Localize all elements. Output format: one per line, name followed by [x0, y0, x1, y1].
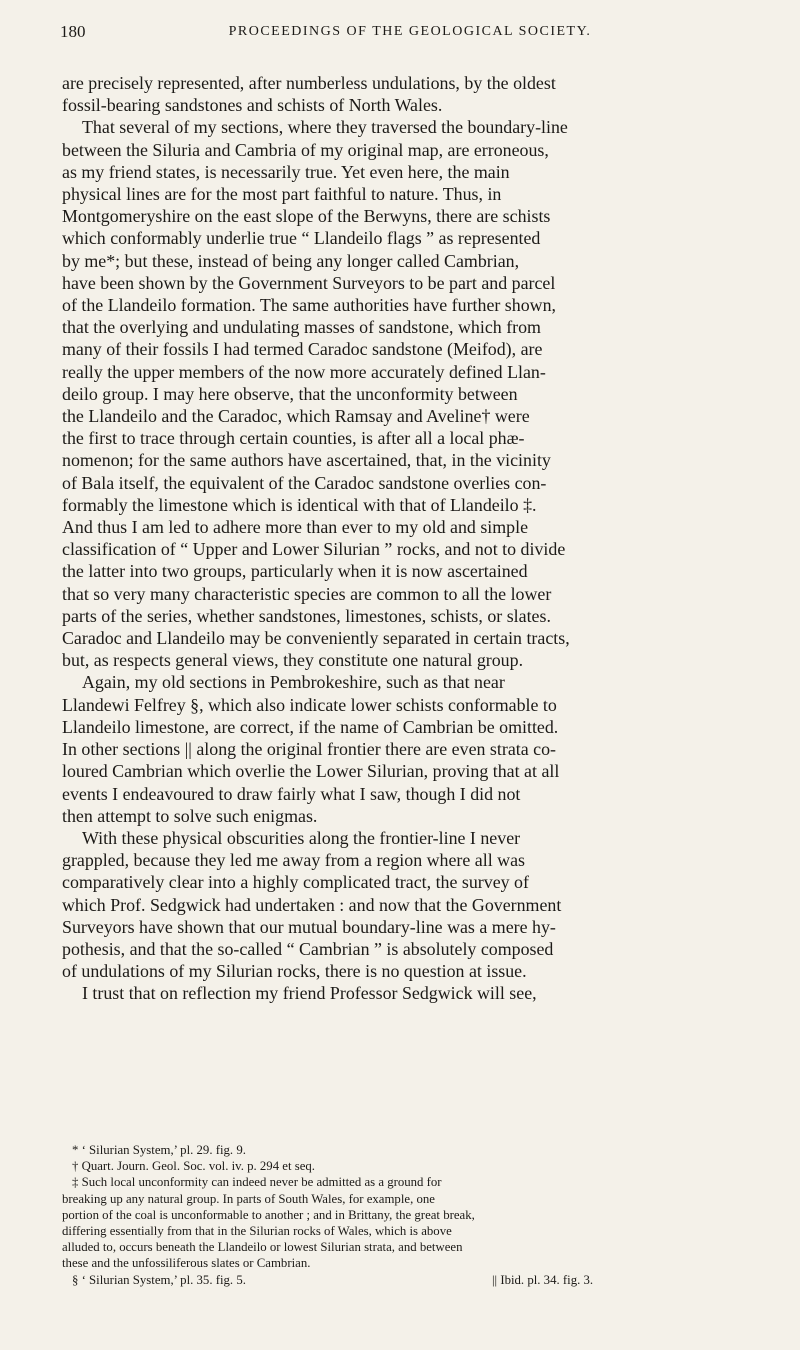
text-line: And thus I am led to adhere more than ever to my old and simple — [62, 517, 529, 538]
footnotes — [62, 1142, 708, 1288]
footnote-line: portion of the coal is unconformable to another ; and in Brittany, the great break, — [62, 1207, 475, 1222]
text-line: that the overlying and undulating masses of sandstone, which from — [62, 317, 541, 338]
text-line: fossil-bearing sandstones and schists of North Wales. — [62, 95, 443, 116]
text-line: Llandeilo limestone, are correct, if the name of Cambrian be omitted. — [62, 716, 559, 737]
running-head: PROCEEDINGS OF THE GEOLOGICAL SOCIETY. — [228, 24, 592, 39]
text-line: classification of “ Upper and Lower Silurian ” rocks, and not to divide — [62, 539, 566, 560]
text-line: comparatively clear into a highly complicated tract, the survey of — [62, 872, 529, 893]
text-line: that so very many characteristic species are common to all the lower — [62, 583, 552, 604]
footnote-line: these and the unfossiliferous slates or Cambrian. — [62, 1256, 311, 1271]
text-line: deilo group. I may here observe, that the unconformity between — [62, 383, 518, 404]
text-line: many of their fossils I had termed Caradoc sandstone (Meifod), are — [62, 339, 543, 360]
footnote-line: breaking up any natural group. In parts of South Wales, for example, one — [62, 1191, 435, 1206]
footnote-line: * ‘ Silurian System,’ pl. 29. fig. 9. — [72, 1143, 246, 1157]
text-line: Llandewi Felfrey §, which also indicate lower schists conformable to — [62, 694, 557, 715]
text-line: That several of my sections, where they traversed the boundary-line — [82, 117, 568, 138]
text-line: Again, my old sections in Pembrokeshire, such as that near — [82, 672, 505, 693]
text-line: the Llandeilo and the Caradoc, which Ramsay and Aveline† were — [62, 406, 530, 427]
text-line: the latter into two groups, particularly when it is now ascertained — [62, 561, 528, 582]
footnote-line: † Quart. Journ. Geol. Soc. vol. iv. p. 294 et seq. — [72, 1159, 315, 1174]
text-line: by me*; but these, instead of being any longer called Cambrian, — [62, 250, 520, 271]
text-line: Caradoc and Llandeilo may be conveniently separated in certain tracts, — [62, 628, 570, 649]
text-line: In other sections || along the original frontier there are even strata co- — [62, 739, 556, 760]
text-line: physical lines are for the most part faithful to nature. Thus, in — [62, 184, 502, 205]
text-line: but, as respects general views, they constitute one natural group. — [62, 650, 524, 671]
footnote-line-with-right — [62, 1272, 708, 1288]
text-line: are precisely represented, after numberless undulations, by the oldest — [62, 73, 556, 93]
footnote-line: § ‘ Silurian System,’ pl. 35. fig. 5. — [72, 1272, 246, 1287]
text-line: I trust that on reflection my friend Professor Sedgwick will see, — [82, 983, 537, 1004]
page-number: 180 — [60, 22, 86, 41]
text-line: nomenon; for the same authors have ascertained, that, in the vicinity — [62, 450, 551, 471]
text-line: between the Siluria and Cambria of my original map, are erroneous, — [62, 139, 549, 160]
text-line: pothesis, and that the so-called “ Cambrian ” is absolutely composed — [62, 938, 554, 959]
main-text — [62, 72, 708, 1005]
text-line: have been shown by the Government Surveyors to be part and parcel — [62, 272, 556, 293]
footnote-line: differing essentially from that in the Silurian rocks of Wales, which is above — [62, 1224, 452, 1239]
footnote-line: ‡ Such local unconformity can indeed never be admitted as a ground for — [72, 1175, 442, 1190]
text-line: Surveyors have shown that our mutual boundary-line was a mere hy- — [62, 916, 556, 937]
text-line: parts of the series, whether sandstones, limestones, schists, or slates. — [62, 605, 551, 626]
text-line: formably the limestone which is identical with that of Llandeilo ‡. — [62, 494, 537, 515]
text-line: Montgomeryshire on the east slope of the Berwyns, there are schists — [62, 206, 551, 227]
text-line: which conformably underlie true “ Llandeilo flags ” as represented — [62, 228, 541, 249]
text-line: which Prof. Sedgwick had undertaken : and now that the Government — [62, 894, 562, 915]
text-line: then attempt to solve such enigmas. — [62, 805, 318, 826]
text-line: of undulations of my Silurian rocks, there is no question at issue. — [62, 961, 527, 982]
text-line: grappled, because they led me away from a region where all was — [62, 850, 525, 871]
text-line: really the upper members of the now more accurately defined Llan- — [62, 361, 546, 382]
footnote-right: || Ibid. pl. 34. fig. 3. — [492, 1272, 594, 1287]
text-line: of Bala itself, the equivalent of the Caradoc sandstone overlies con- — [62, 472, 547, 493]
text-line: of the Llandeilo formation. The same authorities have further shown, — [62, 295, 557, 316]
text-line: events I endeavoured to draw fairly what I saw, though I did not — [62, 783, 521, 804]
page-header — [60, 22, 720, 52]
text-line: loured Cambrian which overlie the Lower Silurian, proving that at all — [62, 761, 560, 782]
text-line: the first to trace through certain counties, is after all a local phæ- — [62, 428, 525, 449]
text-line: as my friend states, is necessarily true. Yet even here, the main — [62, 161, 510, 182]
footnote-line: alluded to, occurs beneath the Llandeilo or lowest Silurian strata, and between — [62, 1240, 463, 1255]
text-line: With these physical obscurities along the frontier-line I never — [82, 827, 521, 848]
